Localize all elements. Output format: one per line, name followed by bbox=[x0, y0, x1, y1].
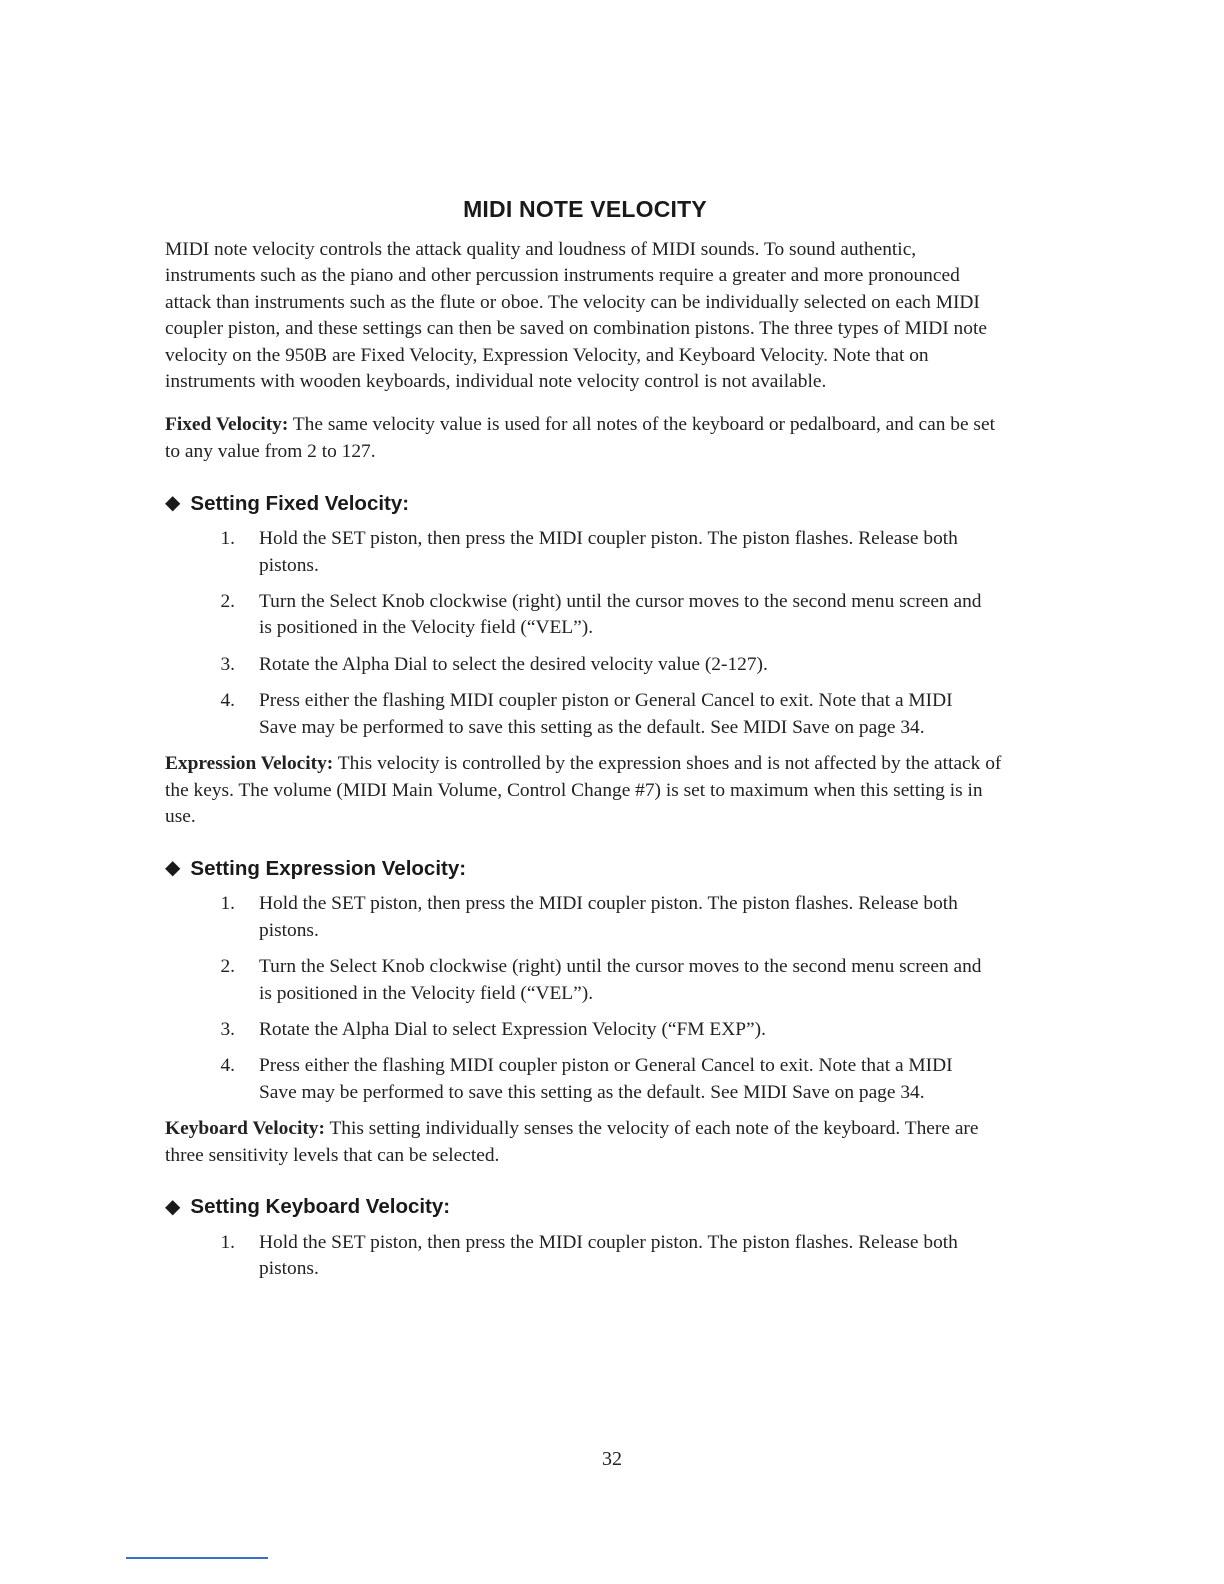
expression-velocity-lead: Expression Velocity: bbox=[165, 753, 334, 775]
step-number: 1. bbox=[220, 893, 235, 915]
fixed-velocity-text: The same velocity value is used for all notes of the keyboard or pedalboard, and can be set to any value from 2 to 127. bbox=[165, 414, 995, 462]
list-item bbox=[165, 589, 1005, 642]
heading-text: Setting Expression Velocity: bbox=[190, 856, 467, 880]
fixed-velocity-lead: Fixed Velocity: bbox=[165, 414, 289, 436]
keyboard-velocity-paragraph bbox=[165, 1116, 1005, 1169]
list-item bbox=[165, 1053, 1005, 1106]
list-item bbox=[165, 891, 1005, 944]
list-item bbox=[165, 652, 1005, 678]
step-text: Hold the SET piston, then press the MIDI coupler piston. The piston flashes. Release both pistons. bbox=[259, 893, 958, 941]
list-item bbox=[165, 688, 1005, 741]
setting-fixed-velocity-heading bbox=[165, 491, 1005, 516]
expression-velocity-steps bbox=[165, 891, 1005, 1106]
step-text: Hold the SET piston, then press the MIDI coupler piston. The piston flashes. Release both pistons. bbox=[259, 528, 958, 576]
spacer bbox=[165, 1169, 1005, 1195]
fixed-velocity-paragraph bbox=[165, 412, 1005, 465]
keyboard-velocity-steps bbox=[165, 1230, 1005, 1283]
step-number: 3. bbox=[220, 653, 235, 675]
diamond-bullet-icon: ◆ bbox=[165, 1195, 181, 1218]
step-number: 1. bbox=[220, 1231, 235, 1253]
list-item bbox=[165, 1230, 1005, 1283]
fixed-velocity-steps bbox=[165, 526, 1005, 741]
diamond-bullet-icon: ◆ bbox=[165, 857, 181, 880]
spacer bbox=[165, 465, 1005, 491]
spacer bbox=[165, 395, 1005, 412]
list-item bbox=[165, 526, 1005, 579]
keyboard-velocity-lead: Keyboard Velocity: bbox=[165, 1118, 325, 1140]
step-number: 3. bbox=[220, 1018, 235, 1040]
step-number: 4. bbox=[220, 1055, 235, 1077]
step-text: Turn the Select Knob clockwise (right) until the cursor moves to the second menu screen and is positioned in the Velocity field (“VEL”). bbox=[259, 591, 982, 639]
page-number: 32 bbox=[602, 1448, 622, 1470]
footnote-divider bbox=[126, 1557, 268, 1559]
list-item bbox=[165, 954, 1005, 1007]
expression-velocity-paragraph bbox=[165, 751, 1005, 830]
step-text: Press either the flashing MIDI coupler piston or General Cancel to exit. Note that a MIDI Save may be performed to save this setting as the default. See MIDI Save on page 34. bbox=[259, 1055, 953, 1103]
step-text: Rotate the Alpha Dial to select the desired velocity value (2-127). bbox=[259, 653, 768, 675]
step-text: Hold the SET piston, then press the MIDI coupler piston. The piston flashes. Release both pistons. bbox=[259, 1231, 958, 1280]
step-number: 2. bbox=[220, 956, 235, 978]
list-item bbox=[165, 1017, 1005, 1043]
step-number: 1. bbox=[220, 528, 235, 550]
document-page bbox=[165, 196, 1005, 1293]
step-number: 2. bbox=[220, 591, 235, 613]
setting-keyboard-velocity-heading bbox=[165, 1195, 1005, 1220]
keyboard-velocity-text: This setting individually senses the velocity of each note of the keyboard. There are three sensitivity levels that can be selected. bbox=[165, 1118, 979, 1166]
heading-text: Setting Fixed Velocity: bbox=[190, 491, 410, 515]
step-text: Press either the flashing MIDI coupler piston or General Cancel to exit. Note that a MIDI Save may be performed to save this setting as the default. See MIDI Save on page 34. bbox=[259, 690, 953, 738]
step-text: Rotate the Alpha Dial to select Expression Velocity (“FM EXP”). bbox=[259, 1018, 766, 1040]
step-number: 4. bbox=[220, 690, 235, 712]
intro-paragraph: MIDI note velocity controls the attack quality and loudness of MIDI sounds. To sound authentic, instruments such as the piano and other percussion instruments require a greater and more pronounced attack than instruments such as the flute or oboe. The velocity can be individually selected on each MIDI coupler piston, and these settings can then be saved on combination pistons. The three types of MIDI note velocity on the 950B are Fixed Velocity, Expression Velocity, and Keyboard Velocity. Note that on instruments with wooden keyboards, individual note velocity control is not available. bbox=[165, 239, 987, 393]
heading-text: Setting Keyboard Velocity: bbox=[190, 1195, 451, 1219]
spacer bbox=[165, 830, 1005, 856]
expression-velocity-text: This velocity is controlled by the expression shoes and is not affected by the attack of the keys. The volume (MIDI Main Volume, Control Change #7) is set to maximum when this setting is in use. bbox=[165, 753, 1002, 827]
page-title: MIDI NOTE VELOCITY bbox=[463, 196, 707, 222]
step-text: Turn the Select Knob clockwise (right) until the cursor moves to the second menu screen and is positioned in the Velocity field (“VEL”). bbox=[259, 956, 982, 1004]
setting-expression-velocity-heading bbox=[165, 856, 1005, 881]
diamond-bullet-icon: ◆ bbox=[165, 492, 181, 515]
